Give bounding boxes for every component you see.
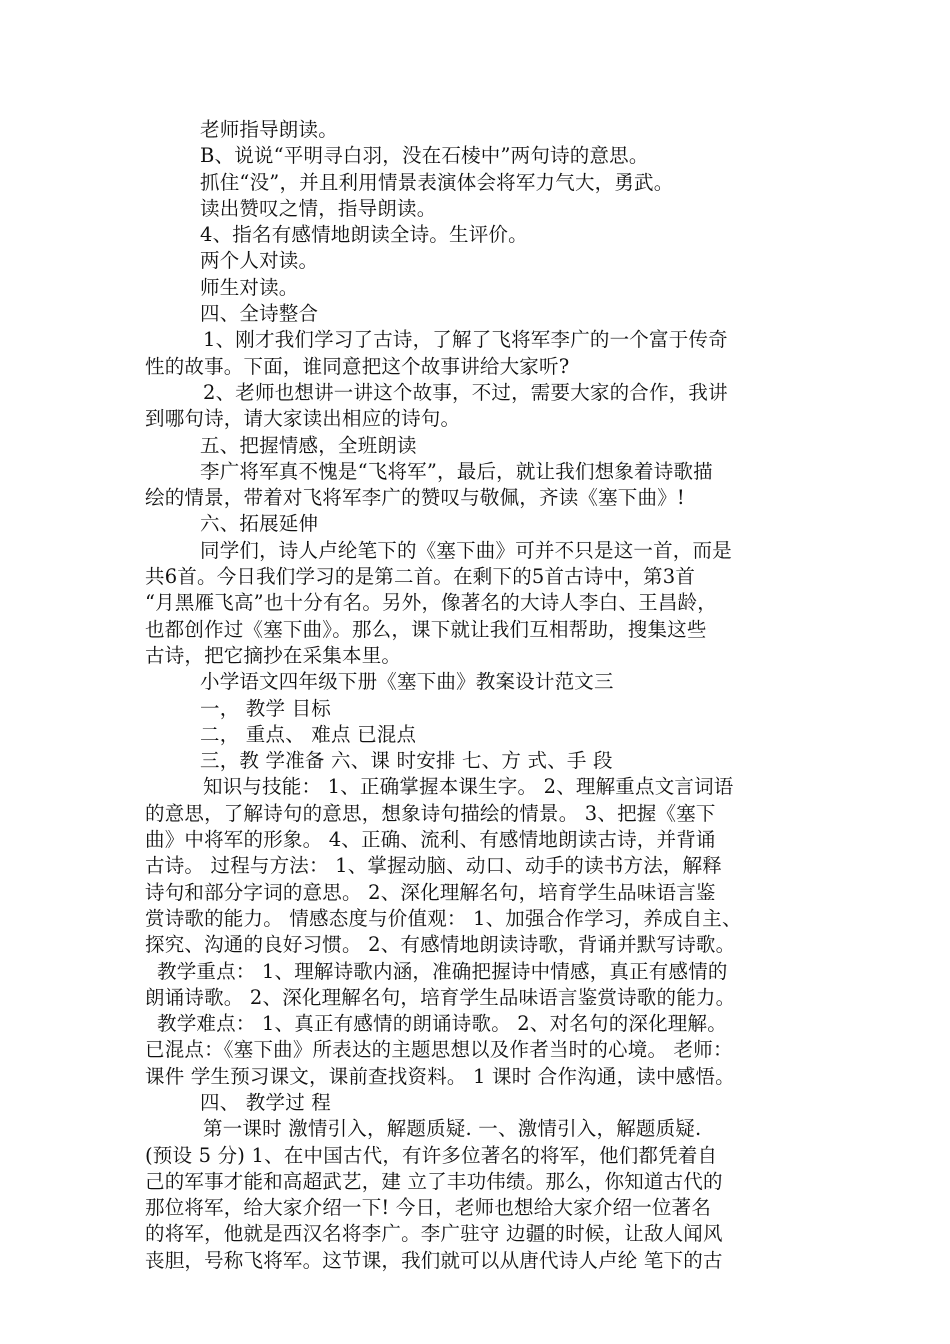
paragraph-line: 两个人对读。: [200, 249, 319, 273]
paragraph-line: (预设 5 分) 1、在中国古代，有许多位著名的将军，他们都凭着自: [145, 1143, 718, 1167]
paragraph-line: 绘的情景，带着对飞将军李广的赞叹与敬佩，齐读《塞下曲》!: [145, 486, 685, 510]
paragraph-line: 课件 学生预习课文，课前查找资料。 1 课时 合作沟通，读中感悟。: [145, 1064, 735, 1088]
paragraph-line: 丧胆，号称飞将军。这节课，我们就可以从唐代诗人卢纶 笔下的古: [145, 1248, 723, 1272]
paragraph-line: 曲》中将军的形象。 4、正确、流利、有感情地朗读古诗，并背诵: [145, 828, 716, 852]
paragraph-line: “月黑雁飞高”也十分有名。另外，像著名的大诗人李白、王昌龄，: [145, 591, 717, 615]
paragraph-line: 教学难点： 1、真正有感情的朗诵诗歌。 2、对名句的深化理解。: [157, 1012, 727, 1036]
paragraph-line: 性的故事。下面，谁同意把这个故事讲给大家听?: [145, 354, 570, 378]
document-body: [145, 117, 825, 1274]
paragraph-line: 第一课时 激情引入，解题质疑. 一、激情引入，解题质疑.: [203, 1117, 702, 1141]
paragraph-line: 师生对读。: [200, 275, 299, 299]
paragraph-line: 探究、沟通的良好习惯。 2、有感情地朗读诗歌，背诵并默写诗歌。: [145, 933, 736, 957]
paragraph-line: 己的军事才能和高超武艺，建 立了丰功伟绩。那么，你知道古代的: [145, 1169, 723, 1193]
paragraph-line: 也都创作过《塞下曲》。那么，课下就让我们互相帮助，搜集这些: [145, 617, 707, 641]
paragraph-line: 的意思，了解诗句的意思，想象诗句描绘的情景。 3、把握《塞下: [145, 801, 716, 825]
paragraph-line: 朗诵诗歌。 2、深化理解名句，培育学生品味语言鉴赏诗歌的能力。: [145, 985, 736, 1009]
paragraph-line: 1、刚才我们学习了古诗，了解了飞将军李广的一个富于传奇: [203, 328, 728, 352]
paragraph-line: 到哪句诗，请大家读出相应的诗句。: [145, 407, 461, 431]
paragraph-line: 那位将军，给大家介绍一下! 今日，老师也想给大家介绍一位著名: [145, 1196, 712, 1220]
paragraph-line: 2、老师也想讲一讲这个故事，不过，需要大家的合作，我讲: [203, 380, 728, 404]
section-heading: 四、 教学过 程: [200, 1090, 331, 1114]
paragraph-line: 教学重点： 1、理解诗歌内涵，准确把握诗中情感，真正有感情的: [157, 959, 728, 983]
paragraph-line: 李广将军真不愧是“飞将军”，最后，就让我们想象着诗歌描: [200, 459, 713, 483]
section-heading: 三，教 学准备 六、课 时安排 七、方 式、手 段: [200, 749, 613, 773]
paragraph-line: 老师指导朗读。: [200, 118, 338, 141]
paragraph-line: 同学们，诗人卢纶笔下的《塞下曲》可并不只是这一首，而是: [200, 538, 732, 562]
paragraph-line: 诗句和部分字词的意思。 2、深化理解名句，培育学生品味语言鉴: [145, 880, 716, 904]
paragraph-line: 古诗。 过程与方法： 1、掌握动脑、动口、动手的读书方法，解释: [145, 854, 723, 878]
paragraph-line: B、说说“平明寻白羽，没在石棱中”两句诗的意思。: [200, 144, 649, 168]
paragraph-line: 已混点：《塞下曲》所表达的主题思想以及作者当时的心境。 老师：: [145, 1038, 733, 1062]
paragraph-line: 抓住“没”，并且利用情景表演体会将军力气大，勇武。: [200, 170, 674, 194]
section-heading: 二， 重点、 难点 已混点: [200, 722, 417, 746]
paragraph-line: 4、指名有感情地朗读全诗。生评价。: [200, 223, 528, 247]
paragraph-line: 赏诗歌的能力。 情感态度与价值观： 1、加强合作学习，养成自主、: [145, 906, 742, 930]
paragraph-line: 共6首。今日我们学习的是第二首。在剩下的5首古诗中，第3首: [145, 565, 696, 589]
paragraph-line: 古诗，把它摘抄在采集本里。: [145, 643, 402, 667]
paragraph-line: 知识与技能： 1、正确掌握本课生字。 2、理解重点文言词语: [203, 775, 734, 799]
section-heading: 四、全诗整合: [200, 302, 319, 326]
section-heading: 六、拓展延伸: [200, 512, 319, 536]
paragraph-line: 的将军，他就是西汉名将李广。李广驻守 边疆的时候，让敌人闻风: [145, 1222, 723, 1246]
section-heading: 一， 教学 目标: [200, 696, 331, 720]
document-subtitle: 小学语文四年级下册《塞下曲》教案设计范文三: [200, 670, 614, 694]
paragraph-line: 读出赞叹之情，指导朗读。: [200, 196, 437, 220]
section-heading: 五、把握情感，全班朗读: [200, 433, 417, 457]
